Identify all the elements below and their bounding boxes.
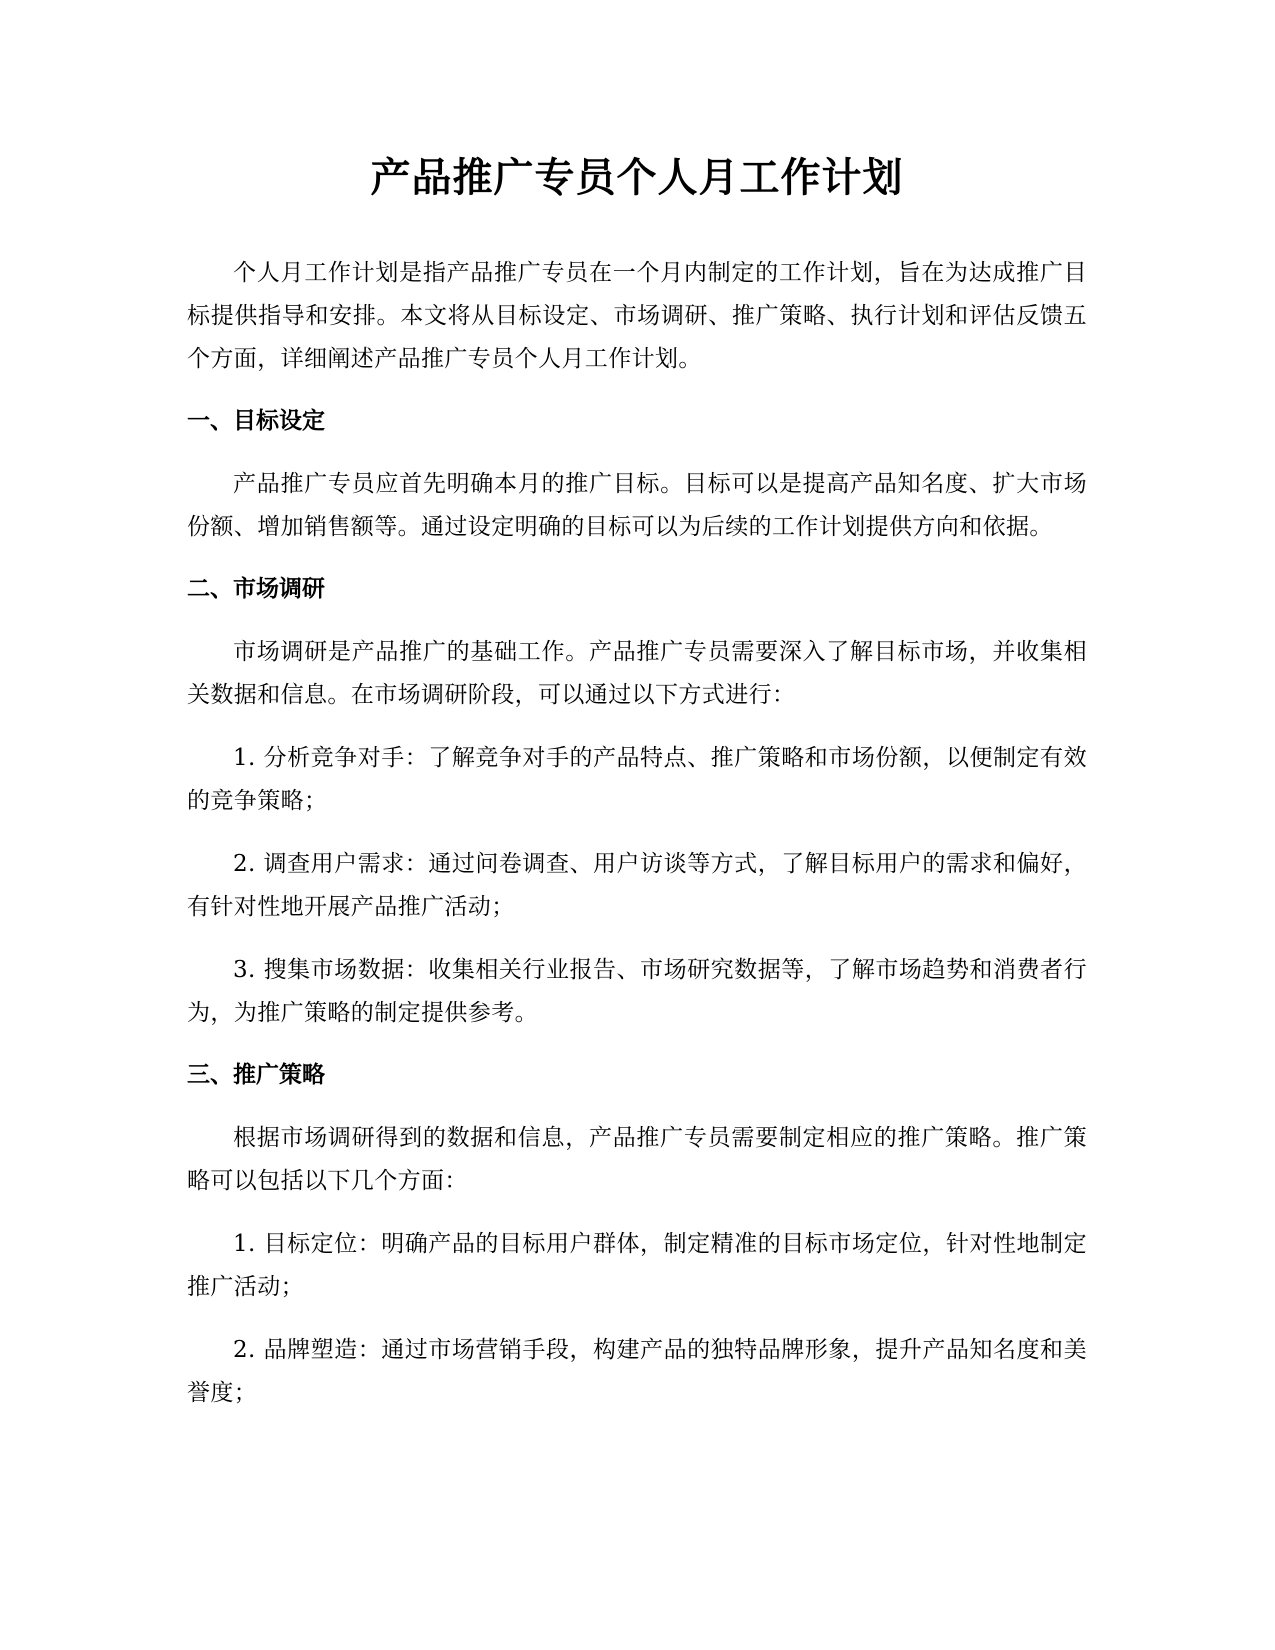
promotion-strategy-item-1: 1. 目标定位：明确产品的目标用户群体，制定精准的目标市场定位，针对性地制定推广活动； <box>187 1231 1087 1300</box>
intro-paragraph: 个人月工作计划是指产品推广专员在一个月内制定的工作计划，旨在为达成推广目标提供指导和安排。本文将从目标设定、市场调研、推广策略、执行计划和评估反馈五个方面，详细阐述产品推广专员个人月工作计划。 <box>187 260 1087 372</box>
promotion-strategy-paragraph: 根据市场调研得到的数据和信息，产品推广专员需要制定相应的推广策略。推广策略可以包括以下几个方面： <box>187 1125 1087 1194</box>
market-research-item-1: 1. 分析竞争对手：了解竞争对手的产品特点、推广策略和市场份额，以便制定有效的竞争策略； <box>187 745 1087 814</box>
goal-setting-paragraph: 产品推广专员应首先明确本月的推广目标。目标可以是提高产品知名度、扩大市场份额、增加销售额等。通过设定明确的目标可以为后续的工作计划提供方向和依据。 <box>187 471 1087 540</box>
section-heading-market-research: 二、市场调研 <box>187 576 325 602</box>
market-research-paragraph: 市场调研是产品推广的基础工作。产品推广专员需要深入了解目标市场，并收集相关数据和信息。在市场调研阶段，可以通过以下方式进行： <box>187 639 1087 708</box>
document-content <box>187 150 1087 1435</box>
promotion-strategy-item-2: 2. 品牌塑造：通过市场营销手段，构建产品的独特品牌形象，提升产品知名度和美誉度； <box>187 1337 1087 1406</box>
market-research-item-3: 3. 搜集市场数据：收集相关行业报告、市场研究数据等，了解市场趋势和消费者行为，为推广策略的制定提供参考。 <box>187 957 1087 1026</box>
section-heading-goal-setting: 一、目标设定 <box>187 408 325 434</box>
section-heading-promotion-strategy: 三、推广策略 <box>187 1062 325 1088</box>
document-title: 产品推广专员个人月工作计划 <box>370 155 904 201</box>
market-research-item-2: 2. 调查用户需求：通过问卷调查、用户访谈等方式，了解目标用户的需求和偏好，有针对性地开展产品推广活动； <box>187 851 1087 920</box>
